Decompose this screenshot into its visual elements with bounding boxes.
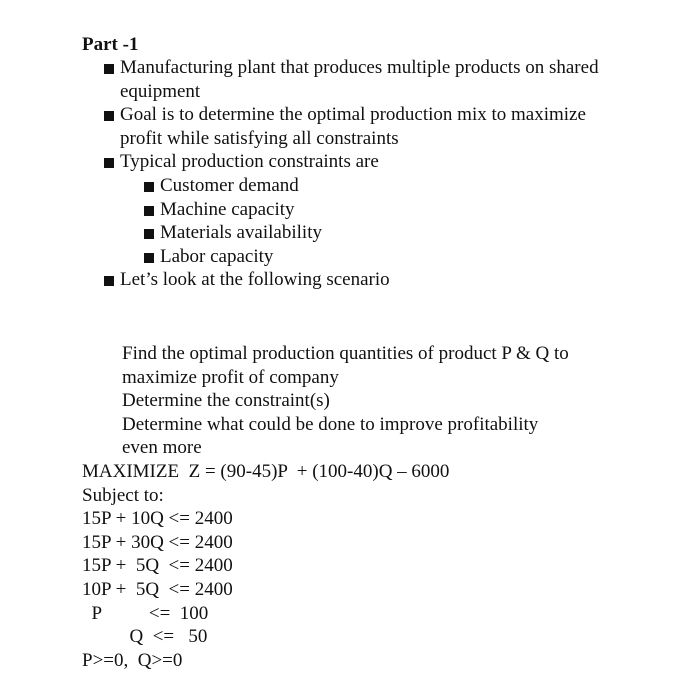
bullet-text: Goal is to determine the optimal production mix to maximize profit while satisfying all constraints — [120, 104, 586, 149]
task-line: Determine what could be done to improve profitability — [122, 413, 539, 435]
task-description — [122, 342, 622, 460]
sub-bullet-item — [144, 245, 624, 269]
nonnegativity-constraint: P>=0, Q>=0 — [82, 649, 183, 671]
task-line: even more — [122, 437, 202, 459]
sub-bullet-item — [144, 198, 624, 222]
subject-to-label: Subject to: — [82, 484, 164, 506]
square-bullet-icon — [104, 111, 114, 121]
square-bullet-icon — [144, 206, 154, 216]
bullet-text: Let’s look at the following scenario — [120, 269, 390, 291]
constraint-line: 15P + 5Q <= 2400 — [82, 555, 233, 577]
constraint-line: P <= 100 — [82, 602, 209, 624]
square-bullet-icon — [144, 253, 154, 263]
sub-bullet-text: Materials availability — [160, 222, 322, 244]
square-bullet-icon — [144, 229, 154, 239]
bullet-item — [104, 150, 624, 268]
sub-bullet-item — [144, 221, 624, 245]
bullet-item — [104, 56, 624, 103]
sub-bullet-item — [144, 174, 624, 198]
bullet-item — [104, 103, 624, 150]
square-bullet-icon — [104, 158, 114, 168]
constraint-line: Q <= 50 — [82, 626, 208, 648]
bullet-text: Typical production constraints are — [120, 151, 379, 173]
constraint-line: 15P + 10Q <= 2400 — [82, 508, 233, 530]
task-line: Determine the constraint(s) — [122, 390, 330, 412]
section-title: Part -1 — [82, 34, 139, 55]
sub-bullet-text: Machine capacity — [160, 198, 295, 220]
square-bullet-icon — [144, 182, 154, 192]
square-bullet-icon — [104, 276, 114, 286]
objective-function: MAXIMIZE Z = (90-45)P + (100-40)Q – 6000 — [82, 461, 450, 482]
lp-model — [82, 460, 582, 672]
square-bullet-icon — [104, 64, 114, 74]
sub-bullet-list — [120, 174, 624, 268]
constraint-line: 15P + 30Q <= 2400 — [82, 531, 233, 553]
sub-bullet-text: Labor capacity — [160, 245, 274, 267]
bullet-text: Manufacturing plant that produces multiple products on shared equipment — [120, 57, 599, 102]
task-line: Find the optimal production quantities of product P & Q to — [122, 343, 569, 364]
task-line: maximize profit of company — [122, 366, 339, 388]
bullet-list — [104, 56, 624, 292]
sub-bullet-text: Customer demand — [160, 174, 299, 196]
bullet-item — [104, 268, 624, 292]
constraint-line: 10P + 5Q <= 2400 — [82, 578, 233, 600]
